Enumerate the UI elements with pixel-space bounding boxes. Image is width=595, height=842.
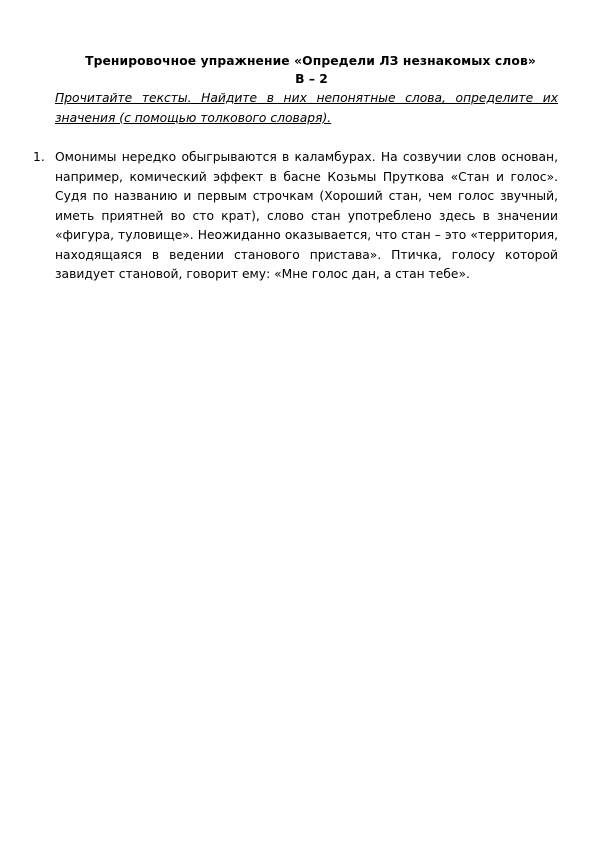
task-item bbox=[33, 148, 558, 285]
task-number: 1. bbox=[33, 150, 45, 164]
task-text: Омонимы нередко обыгрываются в каламбурах. На созвучии слов основан, например, комический эффект в басне Козьмы Пруткова «Стан и голос». Судя по названию и первым строчкам (Хороший стан, чем голос звучный, иметь приятней во сто крат), слово стан употреблено здесь в значении «фигура, туловище». Неожиданно оказывается, что стан – это «территория, находящаяся в ведении станового пристава». Птичка, голосу которой завидует становой, говорит ему: «Мне голос дан, а стан тебе». bbox=[55, 150, 558, 281]
document-title: Тренировочное упражнение «Определи ЛЗ незнакомых слов» bbox=[85, 54, 536, 68]
task-list bbox=[33, 148, 558, 285]
instruction-text: Прочитайте тексты. Найдите в них непонятные слова, определите их значения (с помощью толкового словаря). bbox=[55, 91, 558, 125]
variant-label: В – 2 bbox=[295, 72, 328, 86]
